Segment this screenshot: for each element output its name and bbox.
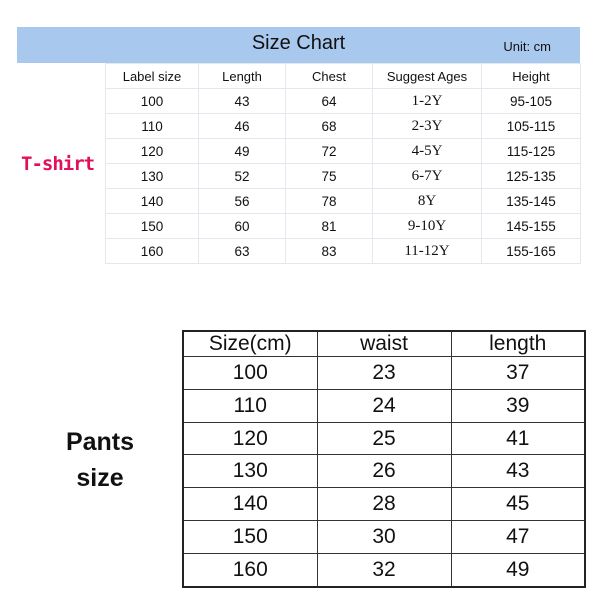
column-header: Suggest Ages: [373, 64, 482, 89]
table-cell: 23: [317, 357, 451, 390]
table-cell: 81: [286, 214, 373, 239]
table-cell: 72: [286, 139, 373, 164]
table-cell: 130: [183, 455, 317, 488]
table-cell: 95-105: [482, 89, 581, 114]
table-cell: 2-3Y: [373, 114, 482, 139]
table-cell: 140: [106, 189, 199, 214]
table-cell: 140: [183, 488, 317, 521]
unit-label: Unit: cm: [503, 39, 551, 54]
chart-title: Size Chart: [251, 32, 346, 54]
table-row: [183, 521, 585, 554]
table-cell: 150: [183, 521, 317, 554]
table-cell: 75: [286, 164, 373, 189]
table-cell: 24: [317, 389, 451, 422]
table-cell: 37: [451, 357, 585, 390]
table-row: [183, 389, 585, 422]
table-cell: 160: [183, 553, 317, 587]
table-cell: 49: [199, 139, 286, 164]
table-cell: 11-12Y: [373, 239, 482, 264]
table-cell: 83: [286, 239, 373, 264]
table-row: [106, 139, 581, 164]
table-cell: 68: [286, 114, 373, 139]
table-cell: 135-145: [482, 189, 581, 214]
column-header: Size(cm): [183, 331, 317, 357]
table-cell: 115-125: [482, 139, 581, 164]
table-row: [106, 214, 581, 239]
table-cell: 110: [183, 389, 317, 422]
chart-header: [17, 27, 580, 63]
table-cell: 6-7Y: [373, 164, 482, 189]
table-row: [183, 455, 585, 488]
table-cell: 4-5Y: [373, 139, 482, 164]
table-cell: 60: [199, 214, 286, 239]
table-row: [183, 357, 585, 390]
table-cell: 150: [106, 214, 199, 239]
table-cell: 120: [183, 422, 317, 455]
table-cell: 120: [106, 139, 199, 164]
table-row: [106, 164, 581, 189]
table-row: [183, 553, 585, 587]
pants-header-row: [183, 331, 585, 357]
table-row: [183, 422, 585, 455]
table-cell: 46: [199, 114, 286, 139]
tshirt-size-chart: [17, 27, 580, 265]
table-cell: 100: [183, 357, 317, 390]
pants-label-line: Pants: [65, 428, 135, 456]
table-cell: 105-115: [482, 114, 581, 139]
table-cell: 28: [317, 488, 451, 521]
table-cell: 78: [286, 189, 373, 214]
table-cell: 8Y: [373, 189, 482, 214]
table-row: [183, 488, 585, 521]
table-cell: 47: [451, 521, 585, 554]
column-header: Height: [482, 64, 581, 89]
table-cell: 25: [317, 422, 451, 455]
column-header: Chest: [286, 64, 373, 89]
tshirt-header-row: [106, 64, 581, 89]
table-cell: 39: [451, 389, 585, 422]
column-header: waist: [317, 331, 451, 357]
table-cell: 110: [106, 114, 199, 139]
table-cell: 125-135: [482, 164, 581, 189]
table-cell: 9-10Y: [373, 214, 482, 239]
table-cell: 1-2Y: [373, 89, 482, 114]
table-cell: 130: [106, 164, 199, 189]
table-cell: 49: [451, 553, 585, 587]
table-cell: 56: [199, 189, 286, 214]
table-cell: 41: [451, 422, 585, 455]
table-cell: 64: [286, 89, 373, 114]
table-cell: 32: [317, 553, 451, 587]
table-row: [106, 239, 581, 264]
table-cell: 100: [106, 89, 199, 114]
column-header: Label size: [106, 64, 199, 89]
table-cell: 52: [199, 164, 286, 189]
table-cell: 26: [317, 455, 451, 488]
table-row: [106, 89, 581, 114]
table-cell: 160: [106, 239, 199, 264]
tshirt-table: [105, 63, 581, 264]
column-header: Length: [199, 64, 286, 89]
table-cell: 155-165: [482, 239, 581, 264]
pants-table: [182, 330, 586, 588]
table-cell: 63: [199, 239, 286, 264]
table-row: [106, 189, 581, 214]
tshirt-label: T-shirt: [21, 153, 95, 175]
table-cell: 30: [317, 521, 451, 554]
pants-label-line: size: [76, 464, 124, 492]
column-header: length: [451, 331, 585, 357]
pants-label: [55, 424, 145, 496]
table-cell: 43: [199, 89, 286, 114]
table-cell: 45: [451, 488, 585, 521]
table-cell: 145-155: [482, 214, 581, 239]
table-cell: 43: [451, 455, 585, 488]
table-row: [106, 114, 581, 139]
